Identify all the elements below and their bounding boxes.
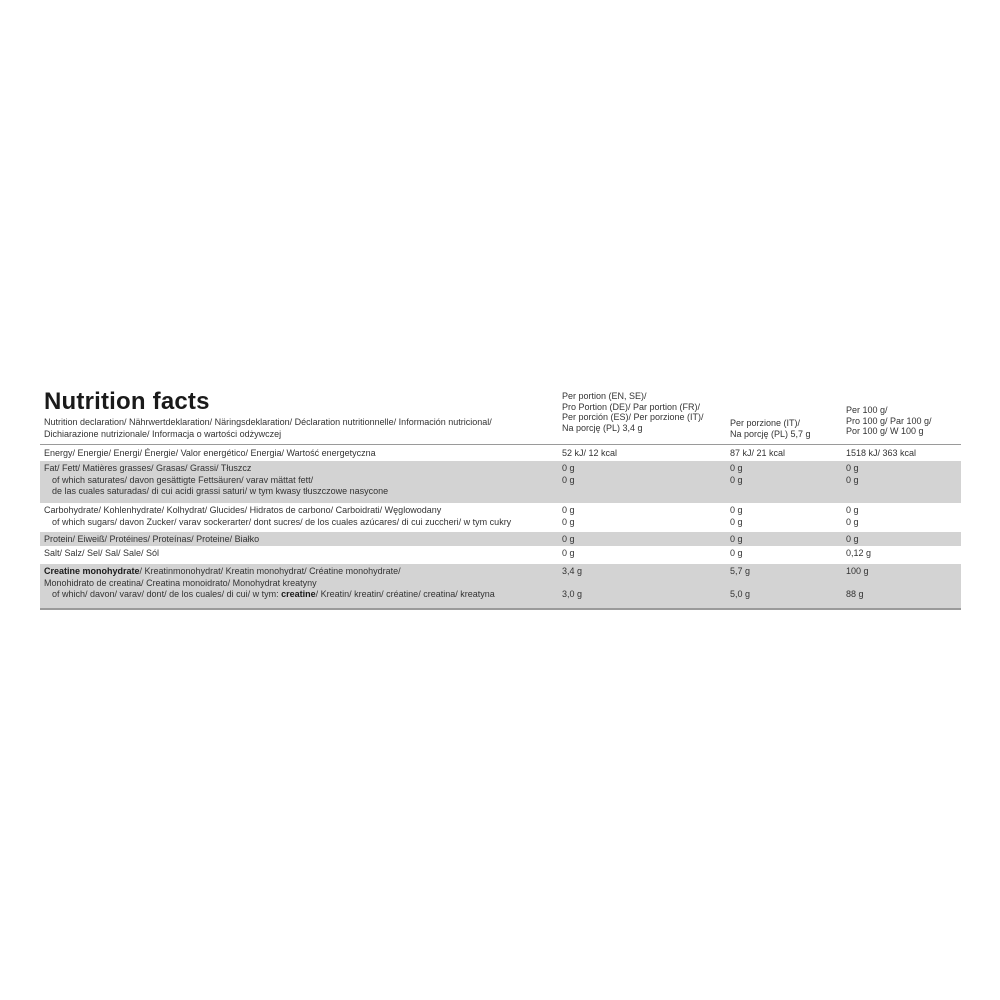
saturates-label-line1: of which saturates/ davon gesättigte Fettsäuren/ varav mättat fett/ xyxy=(52,474,314,485)
table-row-creatine-group xyxy=(40,564,961,608)
value-portion-small: 52 kJ/ 12 kcal xyxy=(562,448,618,458)
table-row-salt xyxy=(40,546,961,563)
table-row-energy xyxy=(40,446,961,461)
header-line: Per porzione (IT)/ xyxy=(730,418,801,428)
header-line: Na porcję (PL) 5,7 g xyxy=(730,428,811,439)
header-line: Per porción (ES)/ Per porzione (IT)/ xyxy=(562,412,704,422)
row-label xyxy=(44,463,388,498)
header-line: Pro 100 g/ Par 100 g/ xyxy=(846,415,932,426)
saturates-value: 0 g xyxy=(846,474,859,485)
value-portion-small xyxy=(562,566,582,601)
value-per-100g xyxy=(846,566,869,601)
table-row-fat-group xyxy=(40,461,961,503)
value-per-100g xyxy=(846,463,859,486)
of-which-creatine-value: 5,0 g xyxy=(730,589,751,599)
sugars-label: of which sugars/ davon Zucker/ varav sockerarter/ dont sucres/ de los cuales azúcares/ di cui zuccheri/ w tym cukry xyxy=(52,516,512,527)
carbohydrate-value: 0 g xyxy=(562,505,575,515)
value-per-100g: 1518 kJ/ 363 kcal xyxy=(846,448,917,458)
creatine-label-line2: Monohidrato de creatina/ Creatina monoidrato/ Monohydrat kreatyny xyxy=(44,577,317,588)
value-portion-small xyxy=(562,505,575,528)
value-portion-small xyxy=(562,463,575,486)
sugars-value: 0 g xyxy=(846,516,859,527)
creatine-value: 3,4 g xyxy=(562,566,583,576)
saturates-value: 0 g xyxy=(730,474,743,485)
of-which-creatine-value: 3,0 g xyxy=(562,589,583,599)
of-which-creatine-label xyxy=(44,589,495,601)
fat-value: 0 g xyxy=(730,463,743,473)
value-portion-small: 0 g xyxy=(562,548,575,558)
fat-value: 0 g xyxy=(846,463,859,473)
header-per-100g xyxy=(846,405,932,437)
value-portion-large: 0 g xyxy=(730,534,743,544)
of-which-suffix: / Kreatin/ kreatin/ créatine/ creatina/ kreatyna xyxy=(315,589,495,599)
sugars-value: 0 g xyxy=(562,516,575,527)
value-portion-large: 0 g xyxy=(730,548,743,558)
fat-label: Fat/ Fett/ Matières grasses/ Grasas/ Grassi/ Tłuszcz xyxy=(44,463,252,473)
carbohydrate-value: 0 g xyxy=(730,505,743,515)
table-bottom-rule xyxy=(40,608,961,610)
value-per-100g xyxy=(846,505,859,528)
nutrition-declaration-subtitle: Nutrition declaration/ Nährwertdeklaration/ Näringsdeklaration/ Déclaration nutritionnelle/ Información nutricional/ Dichiarazione nutrizionale/ Informacja o wartości odżywczej xyxy=(44,417,492,439)
row-label xyxy=(44,505,511,528)
creatine-bold-word: creatine xyxy=(281,589,316,599)
header-line: Por 100 g/ W 100 g xyxy=(846,426,924,436)
header-line: Per 100 g/ xyxy=(846,405,888,415)
sugars-value: 0 g xyxy=(730,516,743,527)
page-title: Nutrition facts xyxy=(44,388,210,415)
creatine-bold-label: Creatine monohydrate xyxy=(44,566,140,576)
row-label: Protein/ Eiweiß/ Protéines/ Proteínas/ Proteine/ Białko xyxy=(44,534,260,544)
row-label xyxy=(44,566,495,601)
of-which-creatine-value: 88 g xyxy=(846,589,864,599)
value-portion-large xyxy=(730,505,743,528)
header-line: Per portion (EN, SE)/ xyxy=(562,391,647,401)
value-portion-large xyxy=(730,463,743,486)
header-divider xyxy=(40,444,961,445)
nutrition-table xyxy=(40,446,961,610)
value-per-100g: 0 g xyxy=(846,534,859,544)
header-per-portion-3-4g xyxy=(562,391,704,433)
header-line: Na porcję (PL) 3,4 g xyxy=(562,422,643,433)
value-portion-large xyxy=(730,566,750,601)
creatine-value: 100 g xyxy=(846,566,869,576)
table-row-carbohydrate-group xyxy=(40,503,961,532)
creatine-value: 5,7 g xyxy=(730,566,751,576)
value-portion-large: 87 kJ/ 21 kcal xyxy=(730,448,786,458)
row-label: Salt/ Salz/ Sel/ Sal/ Sale/ Sól xyxy=(44,548,160,558)
fat-value: 0 g xyxy=(562,463,575,473)
table-row-protein xyxy=(40,532,961,546)
saturates-value: 0 g xyxy=(562,474,575,485)
row-label: Energy/ Energie/ Energi/ Énergie/ Valor energético/ Energia/ Wartość energetyczna xyxy=(44,448,376,458)
of-which-prefix: of which/ davon/ varav/ dont/ de los cuales/ di cui/ w tym: xyxy=(52,589,282,599)
creatine-label-line1 xyxy=(44,566,495,578)
header-line: Pro Portion (DE)/ Par portion (FR)/ xyxy=(562,401,701,412)
header-per-portion-5-7g xyxy=(730,418,811,439)
saturates-label-line2: de las cuales saturadas/ di cui acidi grassi saturi/ w tym kwasy tłuszczowe nasycone xyxy=(52,486,389,496)
carbohydrate-value: 0 g xyxy=(846,505,859,515)
creatine-label-rest: / Kreatinmonohydrat/ Kreatin monohydrat/ Créatine monohydrate/ xyxy=(139,566,401,576)
carbohydrate-label: Carbohydrate/ Kohlenhydrate/ Kolhydrat/ Glucides/ Hidratos de carbono/ Carboidrati/ Węglowodany xyxy=(44,505,442,515)
value-portion-small: 0 g xyxy=(562,534,575,544)
value-per-100g: 0,12 g xyxy=(846,548,872,558)
